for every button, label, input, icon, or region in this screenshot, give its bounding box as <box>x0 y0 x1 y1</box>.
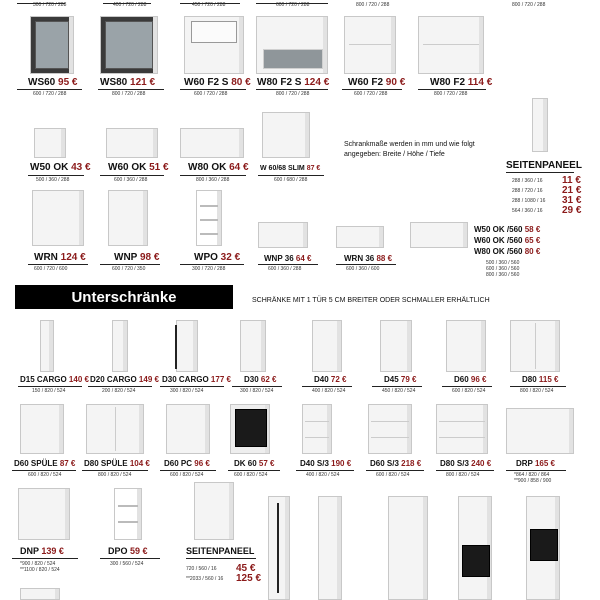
side-panel-image <box>532 98 548 152</box>
cabinet-image-w60f2 <box>344 16 396 74</box>
dims-label: 600 / 720 / 288 <box>276 2 310 8</box>
product-name-wpo: WPO 32 € <box>194 252 241 263</box>
dims-label: 300 / 560 / 524 <box>110 561 144 567</box>
divider <box>12 558 78 559</box>
product-name-dpo: DPO 59 € <box>108 546 148 556</box>
divider <box>12 470 76 471</box>
cabinet-image-dk60 <box>230 404 270 454</box>
panel-row: 564 / 360 / 16 29 € <box>512 205 582 216</box>
product-name-dk60: DK 60 57 € <box>234 459 275 468</box>
cabinet-image-wrn36 <box>336 226 384 248</box>
divider <box>160 470 216 471</box>
cabinet-image-wnp <box>108 190 148 246</box>
cabinet-image-d60s3 <box>368 404 412 454</box>
dims-label: 400 / 720 / 288 <box>113 2 147 8</box>
divider <box>180 89 246 90</box>
dims-label: **900 / 858 / 900 <box>514 478 552 484</box>
product-name-d40: D40 72 € <box>314 375 347 384</box>
note-line: angegeben: Breite / Höhe / Tiefe <box>344 151 445 158</box>
product-name-d20cargo: D20 CARGO 149 € <box>90 375 159 384</box>
cabinet-image-d60 <box>446 320 486 372</box>
cabinet-image-d40s3 <box>302 404 332 454</box>
divider <box>302 386 352 387</box>
cabinet-image-d80s3 <box>436 404 488 454</box>
dims-label: 800 / 820 / 524 <box>98 472 132 478</box>
cabinet-image-d30 <box>240 320 266 372</box>
divider <box>342 89 402 90</box>
tall-cabinet-image <box>388 496 428 600</box>
cabinet-image-ws80 <box>100 16 158 74</box>
dims-label: 300 / 720 / 288 <box>192 266 226 272</box>
dims-label: 600 / 360 / 288 <box>268 266 302 272</box>
dims-label: **1100 / 820 / 524 <box>20 567 60 573</box>
divider <box>88 386 152 387</box>
dims-label: 600 / 360 / 560 <box>486 266 520 272</box>
product-name-d60spuele: D60 SPÜLE 87 € <box>14 459 76 468</box>
cabinet-image-d20cargo <box>112 320 128 372</box>
dims-label: 300 / 720 / 288 <box>33 2 67 8</box>
divider <box>232 386 282 387</box>
product-name-d30cargo: D30 CARGO 177 € <box>162 375 231 384</box>
section-header-unterschraenke: Unterschränke <box>15 285 233 309</box>
section-subtitle: SCHRÄNKE MIT 1 TÜR 5 CM BREITER ODER SCHMALLER ERHÄLTLICH <box>252 297 490 304</box>
cabinet-image-d15cargo <box>40 320 54 372</box>
cabinet-image-w50ok <box>34 128 66 158</box>
dims-label: 800 / 720 / 288 <box>276 91 310 97</box>
tall-cabinet-image <box>318 496 342 600</box>
dims-label: *864 / 820 / 864 <box>514 472 550 478</box>
cabinet-image-w60f2s <box>184 16 244 74</box>
product-name-w50ok: W50 OK 43 € <box>30 162 91 173</box>
panel-row: 720 / 560 / 16 45 € <box>186 563 256 574</box>
divider <box>228 470 280 471</box>
seitenpaneel-title: SEITENPANEEL <box>506 160 582 171</box>
product-name-w6068slim: W 60/68 SLIM 87 € <box>260 165 321 172</box>
product-name-drp: DRP 165 € <box>516 459 556 468</box>
side-panel-image-bottom <box>194 482 234 540</box>
divider <box>100 264 160 265</box>
note-line: Schrankmaße werden in mm und wie folgt <box>344 141 475 148</box>
product-name-d60: D60 96 € <box>454 375 487 384</box>
tall-cabinet-image <box>526 496 560 600</box>
divider <box>180 264 244 265</box>
dims-label: 800 / 720 / 288 <box>112 91 146 97</box>
product-name-wrn36: WRN 36 88 € <box>344 254 393 263</box>
product-name-wrn: WRN 124 € <box>34 252 86 263</box>
cabinet-image-w80f2 <box>418 16 484 74</box>
dims-label: 500 / 360 / 560 <box>486 260 520 266</box>
dims-label: 200 / 820 / 524 <box>102 388 136 394</box>
cabinet-image-drp <box>506 408 574 454</box>
dims-label: 150 / 820 / 524 <box>32 388 66 394</box>
product-name-w60ok: W60 OK 51 € <box>108 162 169 173</box>
dims-label: 600 / 680 / 288 <box>274 177 308 183</box>
product-name-d60s3: D60 S/3 218 € <box>370 459 422 468</box>
tall-cabinet-image <box>268 496 290 600</box>
product-name-wnp36: WNP 36 64 € <box>264 254 312 263</box>
divider <box>336 264 396 265</box>
dims-label: 300 / 820 / 524 <box>240 388 274 394</box>
panel-row: 288 / 1080 / 16 31 € <box>512 195 582 206</box>
cabinet-image-d80 <box>510 320 560 372</box>
cabinet-image-d30cargo <box>176 320 198 372</box>
product-name-w80f2: W80 F2 114 € <box>430 77 493 88</box>
divider <box>100 558 160 559</box>
divider <box>442 386 492 387</box>
dims-label: 600 / 720 / 288 <box>194 91 228 97</box>
divider <box>510 386 566 387</box>
cabinet-image-d80spuele <box>86 404 144 454</box>
cabinet-image-ws60 <box>30 16 74 74</box>
panel-row: 288 / 720 / 16 21 € <box>512 185 582 196</box>
divider <box>506 470 566 471</box>
dims-label: 600 / 820 / 524 <box>452 388 486 394</box>
divider <box>436 470 494 471</box>
product-name-ws80: WS80 121 € <box>100 77 156 88</box>
dimension-note <box>344 140 475 160</box>
cabinet-image-w80ok <box>180 128 244 158</box>
product-name-d15cargo: D15 CARGO 140 € <box>20 375 89 384</box>
dims-label: 450 / 720 / 288 <box>192 2 226 8</box>
dims-label: 400 / 820 / 524 <box>312 388 346 394</box>
seitenpaneel-bottom-title: SEITENPANEEL <box>186 546 255 556</box>
divider <box>506 172 574 173</box>
dims-label: 600 / 820 / 524 <box>170 472 204 478</box>
divider <box>160 386 224 387</box>
cabinet-image-d45 <box>380 320 412 372</box>
dims-label: 500 / 360 / 288 <box>36 177 70 183</box>
divider <box>28 175 84 176</box>
dims-label: *900 / 820 / 524 <box>20 561 56 567</box>
divider <box>256 89 328 90</box>
dims-label: 800 / 360 / 560 <box>486 272 520 278</box>
divider <box>258 175 324 176</box>
cabinet-image-dpo <box>114 488 142 540</box>
divider <box>366 470 424 471</box>
dims-label: 600 / 720 / 350 <box>112 266 146 272</box>
product-name-w60ok560: W60 OK /560 65 € <box>474 236 541 245</box>
cabinet-image-w80f2s <box>256 16 328 74</box>
dims-label: 600 / 360 / 288 <box>114 177 148 183</box>
dims-label: 600 / 820 / 524 <box>376 472 410 478</box>
product-name-d80spuele: D80 SPÜLE 104 € <box>84 459 150 468</box>
divider <box>18 386 82 387</box>
divider <box>98 89 164 90</box>
dims-label: 600 / 720 / 600 <box>34 266 68 272</box>
divider <box>28 264 88 265</box>
divider <box>418 89 486 90</box>
product-name-w80ok: W80 OK 64 € <box>188 162 249 173</box>
dims-label: 800 / 360 / 288 <box>196 177 230 183</box>
dims-label: 600 / 360 / 600 <box>346 266 380 272</box>
product-name-d80: D80 115 € <box>522 375 559 384</box>
cabinet-image-d40 <box>312 320 342 372</box>
divider <box>372 386 422 387</box>
divider <box>17 89 82 90</box>
cabinet-image-w560 <box>410 222 468 248</box>
cabinet-image-partial <box>20 588 60 600</box>
dims-label: 600 / 820 / 524 <box>28 472 62 478</box>
dims-label: 400 / 820 / 524 <box>306 472 340 478</box>
tall-cabinet-image <box>458 496 492 600</box>
divider <box>258 264 318 265</box>
product-name-wnp: WNP 98 € <box>114 252 160 263</box>
panel-row: **2033 / 560 / 16 125 € <box>186 573 262 584</box>
dims-label: 800 / 720 / 288 <box>356 2 390 8</box>
dims-label: 800 / 820 / 524 <box>520 388 554 394</box>
dims-label: 450 / 820 / 524 <box>382 388 416 394</box>
product-name-w50ok560: W50 OK /560 58 € <box>474 225 541 234</box>
divider <box>100 175 164 176</box>
cabinet-image-d60pc <box>166 404 210 454</box>
product-name-w60f2: W60 F2 90 € <box>348 77 406 88</box>
dims-label: 600 / 820 / 524 <box>234 472 268 478</box>
dims-label: 800 / 820 / 524 <box>446 472 480 478</box>
divider <box>296 470 354 471</box>
cabinet-image-w60ok <box>106 128 158 158</box>
product-name-w60f2s: W60 F2 S 80 € <box>184 77 251 88</box>
product-name-d45: D45 79 € <box>384 375 417 384</box>
cabinet-image-dnp <box>18 488 70 540</box>
product-name-d30: D30 62 € <box>244 375 277 384</box>
cabinet-image-wpo <box>196 190 222 246</box>
panel-row: 288 / 360 / 16 11 € <box>512 175 581 186</box>
cabinet-image-d60spuele <box>20 404 64 454</box>
divider <box>186 558 256 559</box>
product-name-d60pc: D60 PC 96 € <box>164 459 210 468</box>
product-name-w80ok560: W80 OK /560 80 € <box>474 247 541 256</box>
product-name-d40s3: D40 S/3 190 € <box>300 459 352 468</box>
product-name-w80f2s: W80 F2 S 124 € <box>257 77 330 88</box>
product-name-dnp: DNP 139 € <box>20 546 64 556</box>
divider <box>82 470 148 471</box>
dims-label: 600 / 720 / 288 <box>33 91 67 97</box>
dims-label: 800 / 720 / 288 <box>434 91 468 97</box>
dims-label: 800 / 720 / 288 <box>512 2 546 8</box>
dims-label: 600 / 720 / 288 <box>354 91 388 97</box>
cabinet-image-w6068slim <box>262 112 310 158</box>
product-name-ws60: WS60 95 € <box>28 77 78 88</box>
dims-label: 300 / 820 / 524 <box>170 388 204 394</box>
product-name-d80s3: D80 S/3 240 € <box>440 459 492 468</box>
cabinet-image-wrn <box>32 190 84 246</box>
divider <box>180 175 246 176</box>
cabinet-image-wnp36 <box>258 222 308 248</box>
